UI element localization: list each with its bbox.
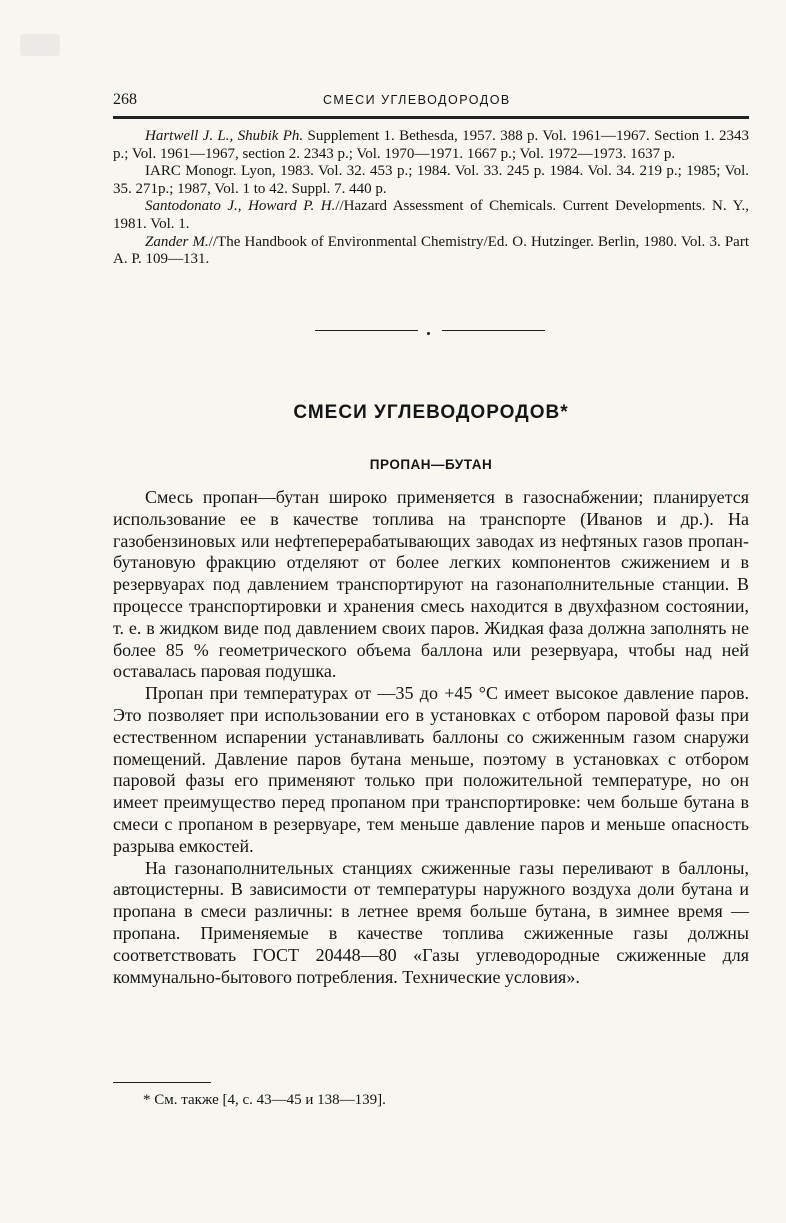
footnote: * См. также [4, с. 43—45 и 138—139].	[143, 1092, 386, 1108]
subsection-title: ПРОПАН—БУТАН	[369, 457, 493, 472]
footnote-rule	[113, 1082, 211, 1083]
reference-item	[113, 163, 749, 198]
reference-authors: Santodonato J., Howard P. H.	[145, 198, 336, 215]
paragraph: На газонаполнительных станциях сжиженные газы переливают в баллоны, автоцистерны. В зависимости от температуры наружного воздуха доли бутана и пропана в смеси различны: в летнее время больше бутана, в зимнее время — пропана. Применяемые в качестве топлива сжиженные газы должны соответствовать ГОСТ 20448—80 «Газы углеводородные сжиженные для коммунально-бытового потребления. Технические условия».	[113, 857, 749, 987]
reference-authors: Zander M.	[145, 233, 209, 250]
divider-line-right	[442, 330, 545, 331]
page-number: 268	[113, 91, 137, 108]
header-rule	[113, 116, 749, 119]
reference-item	[113, 234, 749, 269]
reference-authors: Hartwell J. L., Shubik Ph.	[145, 128, 304, 144]
body-text	[113, 487, 749, 988]
paragraph: Пропан при температурах от —35 до +45 °C имеет высокое давление паров. Это позволяет при использовании его в установках с отбором паровой фазы при естественном испарении устанавливать баллоны со сжиженным газом снаружи помещений. Давление паров бутана меньше, поэтому в установках с отбором паровой фазы его применяют только при положительной температуре, но он имеет преимущество перед пропаном при транспортировке: чем больше бутана в смеси с пропаном в резервуаре, тем меньше давление паров и меньше опасность разрыва емкостей.	[113, 683, 749, 856]
page-header	[113, 91, 749, 113]
scan-smudge	[20, 34, 60, 56]
reference-item	[113, 198, 749, 233]
divider-dot	[427, 332, 430, 335]
paragraph: Смесь пропан—бутан широко применяется в газоснабжении; планируется использование ее в качестве топлива на транспорте (Иванов и др.). На газобензиновых или нефтеперерабатывающих заводах из нефтяных газов пропан-бутановую фракцию отделяют от более легких компонентов сжижением и в резервуарах под давлением транспортируют на газонаполнительные станции. В процессе транспортировки и хранения смесь находится в двухфазном состоянии, т. е. в жидком виде под давлением своих паров. Жидкая фаза должна заполнять не более 85 % геометрического объема баллона или резервуара, чтобы над ней оставалась паровая подушка.	[113, 487, 749, 682]
reference-list	[113, 128, 749, 269]
section-title: СМЕСИ УГЛЕВОДОРОДОВ*	[293, 402, 569, 423]
reference-text: //The Handbook of Environmental Chemistry/Ed. O. Hutzinger. Berlin, 1980. Vol. 3. Part A. P. 109—131.	[113, 233, 749, 268]
reference-text: //Hazard Assessment of Chemicals. Current Developments. N. Y., 1981. Vol. 1.	[113, 198, 749, 232]
running-title: СМЕСИ УГЛЕВОДОРОДОВ	[323, 93, 511, 107]
reference-item	[113, 128, 749, 163]
reference-text: IARC Monogr. Lyon, 1983. Vol. 32. 453 p.; 1984. Vol. 33. 245 p. 1984. Vol. 34. 219 p.; 1985; Vol. 35. 271p.; 1987, Vol. 1 to 42. Suppl. 7. 440 p.	[113, 163, 749, 197]
section-divider	[315, 330, 545, 336]
reference-text: Supplement 1. Bethesda, 1957. 388 p. Vol. 1961—1967. Section 1. 2343 p.; Vol. 1961—1967, section 2. 2343 p.; Vol. 1970—1971. 1667 p.; Vol. 1972—1973. 1637 p.	[113, 128, 749, 162]
divider-line-left	[315, 330, 418, 331]
